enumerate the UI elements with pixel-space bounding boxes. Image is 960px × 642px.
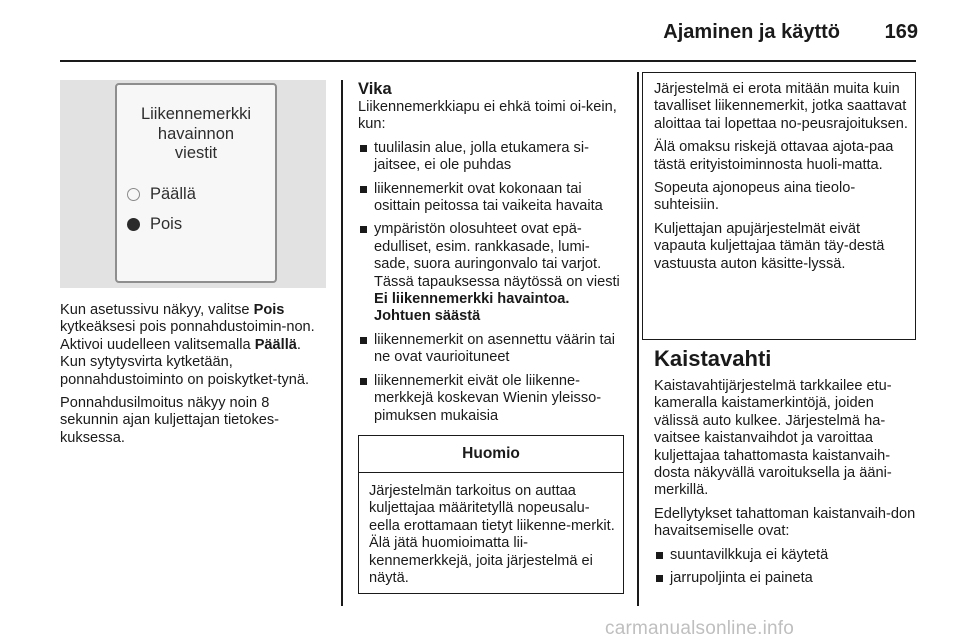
radio-selected-icon <box>127 218 140 231</box>
text-run: . Kun sytytysvirta kytketään, ponnahdustoiminto on poiskytket-tynä. <box>60 336 310 388</box>
panel-title-line: Liikennemerkki <box>140 105 252 123</box>
panel-title-line: havainnon <box>157 124 235 143</box>
column-2-text <box>358 80 624 594</box>
paragraph: Kaistavahtijärjestelmä tarkkailee etu-kameralla kaistamerkintöjä, joiden välissä auto kulkee. Järjestelmä ha-vaitsee kaistanvaihdot ja varoittaa kuljettajaa tahattomasta kaistanvaih-dosta näkyvällä varoituksella ja ääni-merkillä. <box>654 378 892 499</box>
text-run: ympäristön olosuhteet ovat epä-edulliset, esim. rankkasade, lumi-sade, suora auringonvalo tai varjot. Tässä tapauksessa näytössä on viesti <box>374 221 620 290</box>
option-label: Pois <box>150 215 183 233</box>
condition-list <box>654 547 920 588</box>
section-heading: Vika <box>358 80 392 98</box>
warning-continuation-box <box>642 72 916 340</box>
bold-term: Pois <box>253 302 285 318</box>
option-label: Päällä <box>150 185 196 203</box>
option-off <box>127 215 182 234</box>
text-run: kytkeäksesi pois ponnahdustoimin-non. Aktivoi uudelleen valitsemalla <box>60 319 315 353</box>
paragraph: Ponnahdusilmoitus näkyy noin 8 sekunnin ajan kuljettajan tietokes-kuksessa. <box>60 395 280 446</box>
bold-term: Ei liikennemerkki havaintoa. Johtuen säästä <box>374 291 570 325</box>
fault-list <box>358 140 624 425</box>
paragraph: Sopeuta ajonopeus aina tieolo-suhteisiin. <box>654 180 856 214</box>
paragraph: Älä omaksu riskejä ottavaa ajota-paa tästä erityistoiminnosta huoli-matta. <box>654 139 894 173</box>
note-title: Huomio <box>359 436 623 473</box>
list-item: liikennemerkit ovat kokonaan tai osittain peitossa tai vaikeita havaita <box>358 181 624 216</box>
paragraph: Järjestelmä ei erota mitään muita kuin tavalliset liikennemerkit, jotka saattavat aloittaa tai lopettaa no-peusrajoituksen. <box>654 81 908 132</box>
option-on <box>127 185 196 204</box>
panel-title-line: viestit <box>174 144 218 162</box>
list-item: liikennemerkit eivät ole liikenne-merkkejä koskevan Wienin yleisso-pimuksen mukaisia <box>358 373 624 425</box>
watermark: carmanualsonline.info <box>605 618 795 639</box>
column-1-text <box>60 302 326 453</box>
radio-unselected-icon <box>127 188 140 201</box>
list-item <box>358 221 624 325</box>
list-item: liikennemerkit on asennettu väärin tai ne ovat vaurioituneet <box>358 332 624 367</box>
column-divider-1 <box>341 80 343 606</box>
settings-panel <box>115 83 277 283</box>
column-3-text <box>654 378 920 593</box>
list-item: jarrupoljinta ei paineta <box>654 570 920 587</box>
text-run: Kun asetussivu näkyy, valitse <box>60 302 254 318</box>
paragraph: Liikennemerkkiapu ei ehkä toimi oi-kein, kun: <box>358 99 617 133</box>
list-item: tuulilasin alue, jolla etukamera si-jaitsee, ei ole puhdas <box>358 140 624 175</box>
paragraph <box>60 302 326 389</box>
bold-term: Päällä <box>254 336 297 353</box>
paragraph: Edellytykset tahattoman kaistanvaih-don havaitsemiselle ovat: <box>654 505 916 540</box>
page-header-title: Ajaminen ja käyttö <box>663 21 840 43</box>
list-item: suuntavilkkuja ei käytetä <box>654 547 920 564</box>
settings-screen-illustration <box>60 80 326 288</box>
page-number: 169 <box>884 21 918 43</box>
paragraph: Kuljettajan apujärjestelmät eivät vapauta kuljettajaa tämän täy-destä vastuusta auton käsitte-lyssä. <box>654 220 885 272</box>
note-box <box>358 435 624 594</box>
column-divider-2 <box>637 72 639 606</box>
section-title: Kaistavahti <box>654 346 772 371</box>
settings-panel-title <box>117 105 275 164</box>
note-text: Järjestelmän tarkoitus on auttaa kuljettajaa määritetyllä nopeusalu-eella erottamaan tietyt liikenne-merkit. Älä jätä huomioimatta lii-kennemerkkejä, joita järjestelmä ei näytä. <box>369 482 615 586</box>
header-rule <box>60 60 916 62</box>
